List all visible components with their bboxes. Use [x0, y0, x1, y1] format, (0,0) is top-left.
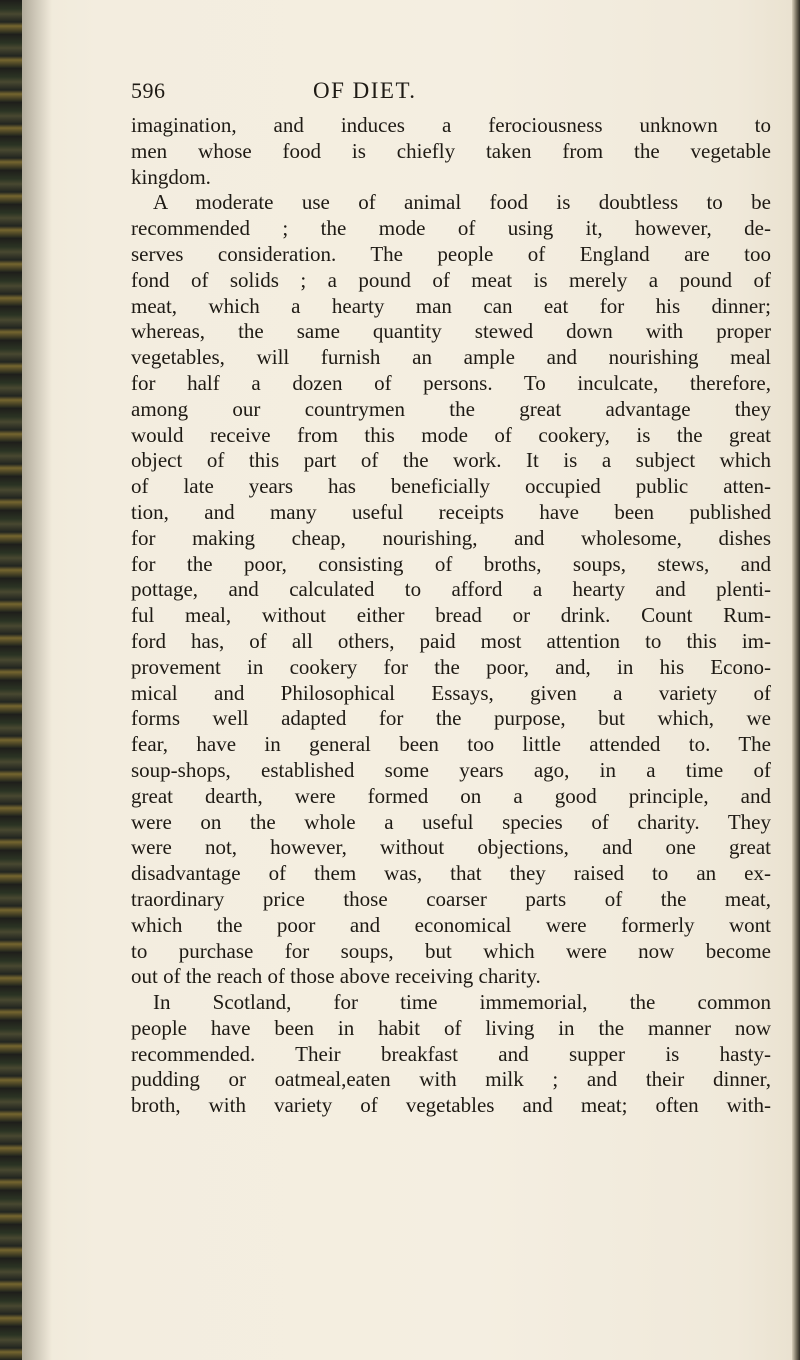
- text-line: vegetables, will furnish an ample and nourishing meal: [131, 345, 771, 370]
- text-line: tion, and many useful receipts have been published: [131, 499, 771, 524]
- page-number: 596: [131, 78, 166, 103]
- text-line: pottage, and calculated to afford a hearty and plenti-: [131, 577, 771, 602]
- text-line: would receive from this mode of cookery, is the great: [131, 422, 771, 447]
- text-line: for half a dozen of persons. To inculcate, therefore,: [131, 370, 771, 395]
- text-line: were on the whole a useful species of charity. They: [131, 809, 771, 834]
- page-gutter-shadow: [22, 0, 52, 1360]
- text-line: for making cheap, nourishing, and wholesome, dishes: [131, 525, 771, 550]
- text-line: pudding or oatmeal,eaten with milk ; and their dinner,: [131, 1067, 771, 1092]
- running-title: OF DIET.: [313, 78, 417, 103]
- text-line: object of this part of the work. It is a subject which: [131, 448, 771, 473]
- text-line: ford has, of all others, paid most attention to this im-: [131, 628, 771, 653]
- text-line: provement in cookery for the poor, and, in his Econo-: [131, 654, 771, 679]
- text-line: ful meal, without either bread or drink. Count Rum-: [131, 603, 771, 628]
- text-line: whereas, the same quantity stewed down with proper: [131, 319, 771, 344]
- text-line: were not, however, without objections, and one great: [131, 835, 771, 860]
- text-line: recommended ; the mode of using it, however, de-: [131, 216, 771, 241]
- text-line: fond of solids ; a pound of meat is merely a pound of: [131, 267, 771, 292]
- text-line: for the poor, consisting of broths, soups, stews, and: [131, 551, 771, 576]
- text-line: broth, with variety of vegetables and meat; often with-: [131, 1093, 771, 1118]
- text-line: fear, have in general been too little attended to. The: [131, 732, 771, 757]
- text-line: among our countrymen the great advantage they: [131, 396, 771, 421]
- text-line: forms well adapted for the purpose, but which, we: [131, 706, 771, 731]
- text-line: kingdom.: [131, 164, 211, 189]
- text-line: serves consideration. The people of England are too: [131, 241, 771, 266]
- page-edge-right: [792, 0, 800, 1360]
- text-line: to purchase for soups, but which were now become: [131, 938, 771, 963]
- text-line: In Scotland, for time immemorial, the common: [153, 990, 771, 1015]
- text-line: of late years has beneficially occupied public atten-: [131, 474, 771, 499]
- book-binding-left: [0, 0, 22, 1360]
- text-line: mical and Philosophical Essays, given a variety of: [131, 680, 771, 705]
- page-header: [131, 78, 771, 108]
- text-line: traordinary price those coarser parts of the meat,: [131, 886, 771, 911]
- text-line: meat, which a hearty man can eat for his dinner;: [131, 293, 771, 318]
- body-text: [131, 113, 771, 1119]
- text-line: disadvantage of them was, that they raised to an ex-: [131, 861, 771, 886]
- text-line: great dearth, were formed on a good principle, and: [131, 783, 771, 808]
- text-line: soup-shops, established some years ago, in a time of: [131, 757, 771, 782]
- text-line: imagination, and induces a ferociousness unknown to: [131, 113, 771, 137]
- text-line: men whose food is chiefly taken from the vegetable: [131, 138, 771, 163]
- text-line: which the poor and economical were formerly wont: [131, 912, 771, 937]
- text-line: recommended. Their breakfast and supper is hasty-: [131, 1041, 771, 1066]
- text-line: people have been in habit of living in the manner now: [131, 1015, 771, 1040]
- text-line: out of the reach of those above receiving charity.: [131, 964, 541, 989]
- text-line: A moderate use of animal food is doubtless to be: [153, 190, 771, 215]
